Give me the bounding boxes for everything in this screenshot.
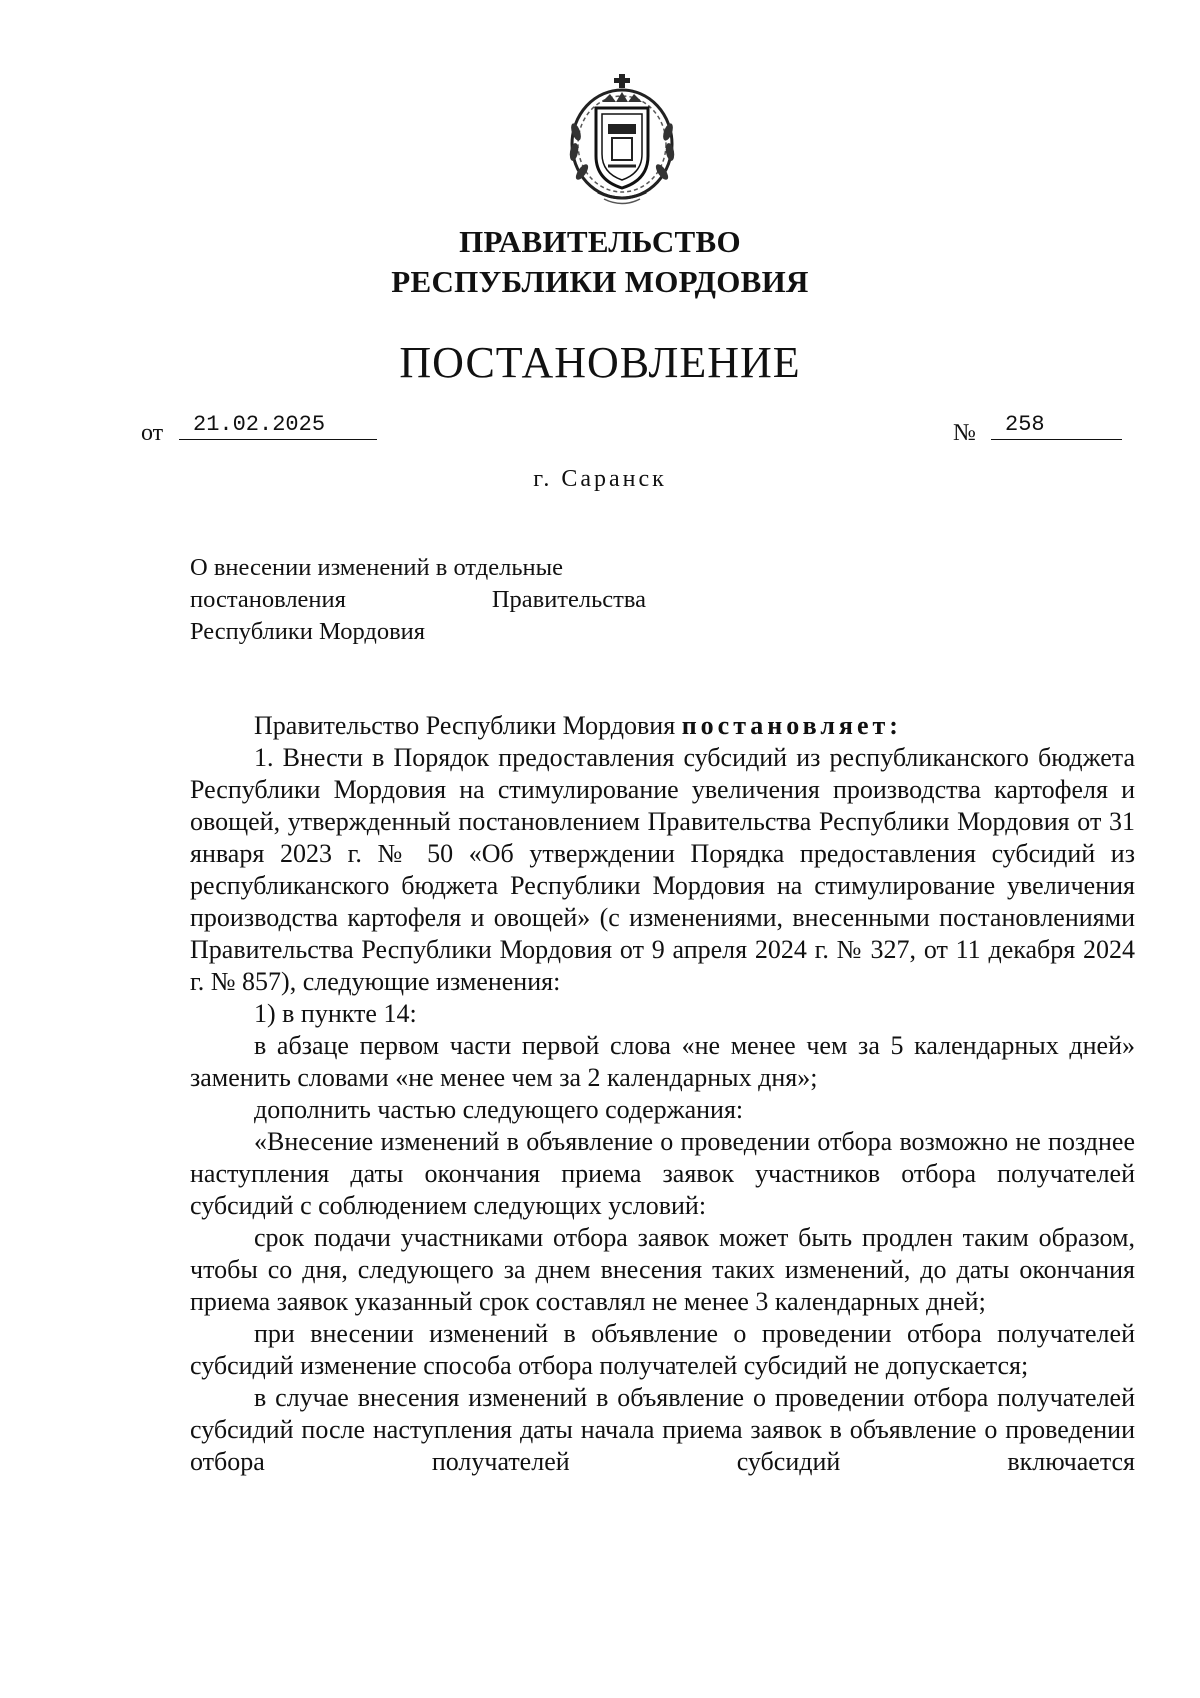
paragraph-5: «Внесение изменений в объявление о проведении отбора возможно не позднее наступления даты окончания приема заявок участников отбора получателей субсидий с соблюдением следующих условий: <box>190 1127 1135 1220</box>
paragraph-3: в абзаце первом части первой слова «не менее чем за 5 календарных дней» заменить словами «не менее чем за 2 календарных дня»; <box>190 1031 1135 1092</box>
org-name-line2: РЕСПУБЛИКИ МОРДОВИЯ <box>391 264 809 299</box>
org-name-line1: ПРАВИТЕЛЬСТВО <box>459 224 741 259</box>
date-label: от <box>141 420 164 446</box>
paragraph-4: дополнить частью следующего содержания: <box>254 1095 744 1124</box>
document-date: 21.02.2025 <box>179 412 377 440</box>
paragraph-1: 1. Внести в Порядок предоставления субсидий из республиканского бюджета Республики Мордовия на стимулирование увеличения производства картофеля и овощей, утвержденный постановлением Правительства Республики Мордовия от 31 января 2023 г. № 50 «Об утверждении Порядка предоставления субсидий из республиканского бюджета Республики Мордовия на стимулирование увеличения производства картофеля и овощей» (с изменениями, внесенными постановлениями Правительства Республики Мордовия от 9 апреля 2024 г. № 327, от 11 декабря 2024 г. № 857), следующие изменения: <box>190 743 1135 996</box>
intro-decree-word: постановляет: <box>681 711 902 740</box>
subject-line-2 <box>190 584 646 616</box>
subject-line-2-left: постановления <box>190 586 346 613</box>
paragraph-6: срок подачи участниками отбора заявок может быть продлен таким образом, чтобы со дня, следующего за днем внесения таких изменений, до даты окончания приема заявок указанный срок составлял не менее 3 календарных дней; <box>190 1223 1135 1316</box>
document-body <box>190 710 1135 1478</box>
number-label: № <box>953 420 976 446</box>
document-meta <box>141 412 1121 452</box>
coat-of-arms-icon <box>562 72 682 212</box>
paragraph-2: 1) в пункте 14: <box>254 999 417 1028</box>
document-type: ПОСТАНОВЛЕНИЕ <box>399 338 801 387</box>
document-subject <box>190 552 646 648</box>
document-number: 258 <box>991 412 1122 440</box>
paragraph-8: в случае внесения изменений в объявление о проведении отбора получателей субсидий после наступления даты начала приема заявок в объявление о проведении отбора получателей субсидий включается <box>190 1383 1135 1476</box>
subject-line-3: Республики Мордовия <box>190 618 426 645</box>
subject-line-2-right: Правительства <box>491 586 646 613</box>
paragraph-7: при внесении изменений в объявление о проведении отбора получателей субсидий изменение способа отбора получателей субсидий не допускается; <box>190 1319 1135 1380</box>
subject-line-1: О внесении изменений в отдельные <box>190 554 563 581</box>
intro-prefix: Правительство Республики Мордовия <box>254 711 682 740</box>
intro-paragraph <box>190 710 1135 742</box>
city: г. Саранск <box>533 466 667 492</box>
